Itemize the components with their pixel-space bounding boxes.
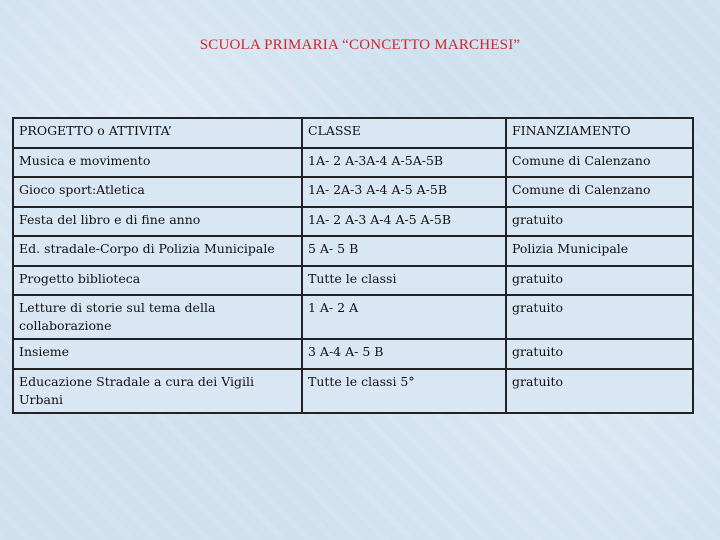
table-row <box>13 207 693 237</box>
page-title: SCUOLA PRIMARIA “CONCETTO MARCHESI” <box>199 37 521 53</box>
class-cell: 1A- 2A-3 A-4 A-5 A-5B <box>302 177 506 207</box>
project-line: Letture di storie sul tema della <box>19 300 216 315</box>
class-cell: Tutte le classi 5° <box>302 369 506 413</box>
project-line: collaborazione <box>19 318 112 333</box>
funding-cell: Comune di Calenzano <box>506 177 693 207</box>
table-row <box>13 148 693 178</box>
header-funding: FINANZIAMENTO <box>506 118 693 148</box>
project-cell: Gioco sport:Atletica <box>13 177 302 207</box>
header-project: PROGETTO o ATTIVITA’ <box>13 118 302 148</box>
class-cell: 1A- 2 A-3 A-4 A-5 A-5B <box>302 207 506 237</box>
table-row <box>13 369 693 413</box>
class-cell: 5 A- 5 B <box>302 236 506 266</box>
class-cell: 3 A-4 A- 5 B <box>302 339 506 369</box>
project-cell: Festa del libro e di fine anno <box>13 207 302 237</box>
projects-table <box>12 117 694 414</box>
class-cell: 1A- 2 A-3A-4 A-5A-5B <box>302 148 506 178</box>
table-row <box>13 177 693 207</box>
funding-cell: gratuito <box>506 266 693 296</box>
table-row <box>13 339 693 369</box>
project-cell: Ed. stradale-Corpo di Polizia Municipale <box>13 236 302 266</box>
table-header-row <box>13 118 693 148</box>
project-cell: Musica e movimento <box>13 148 302 178</box>
funding-cell: gratuito <box>506 339 693 369</box>
funding-cell: Comune di Calenzano <box>506 148 693 178</box>
header-class: CLASSE <box>302 118 506 148</box>
project-cell: Insieme <box>13 339 302 369</box>
table-row <box>13 236 693 266</box>
class-cell: Tutte le classi <box>302 266 506 296</box>
table-row <box>13 295 693 339</box>
funding-cell: gratuito <box>506 369 693 413</box>
funding-cell: gratuito <box>506 207 693 237</box>
class-cell: 1 A- 2 A <box>302 295 506 339</box>
project-cell <box>13 295 302 339</box>
project-cell: Educazione Stradale a cura dei Vigili Urbani <box>13 369 302 413</box>
funding-cell: Polizia Municipale <box>506 236 693 266</box>
project-cell: Progetto biblioteca <box>13 266 302 296</box>
funding-cell: gratuito <box>506 295 693 339</box>
table-row <box>13 266 693 296</box>
